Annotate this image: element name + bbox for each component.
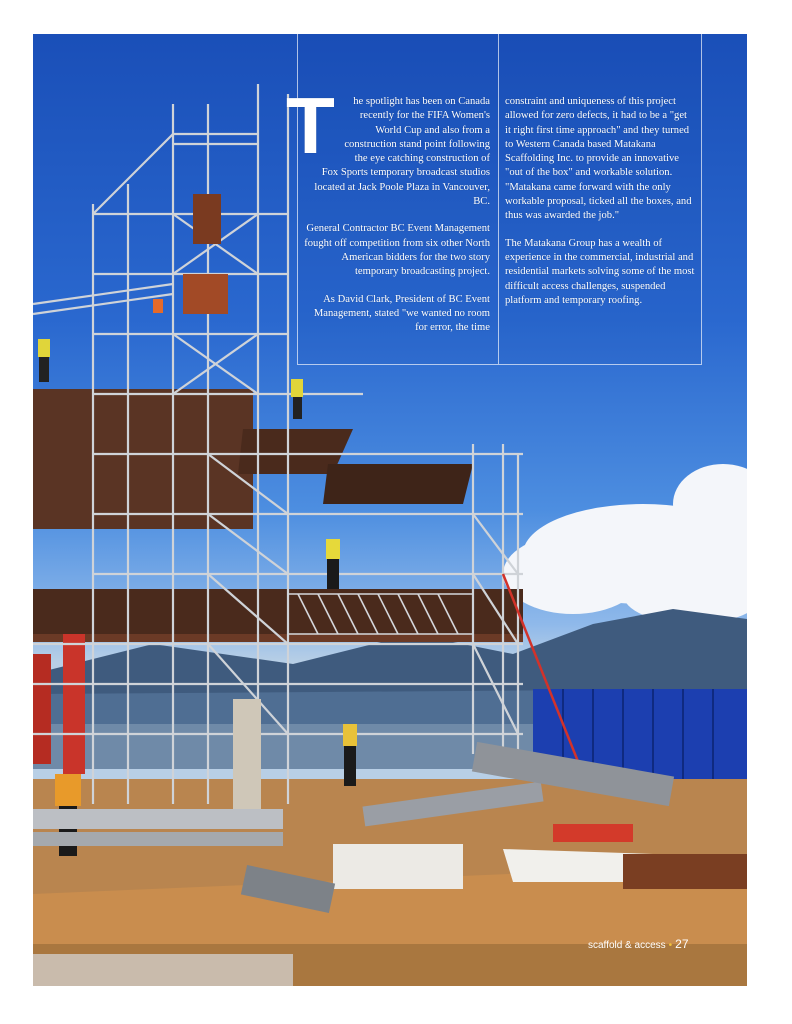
article-column-right xyxy=(505,95,695,321)
page-number: 27 xyxy=(675,937,689,951)
upper-deck xyxy=(33,389,253,529)
lower-deck xyxy=(33,589,523,634)
intro-paragraph-text: he spotlight has been on Canada recently for the FIFA Women's World Cup and also from a construction stand point following the eye catching construction of Fox Sports temporary broadcast studios located at Jack Poole Plaza in Vancouver, BC. xyxy=(314,96,490,208)
quote-paragraph-continued: constraint and uniqueness of this project allowed for zero defects, it had to be a "get it right first time approach" and they turned to Western Canada based Matakana Scaffolding Inc. to provide an innovative "out of the box" and workable solution. "Matakana came forward with the only workable proposal, ticked all the boxes, and thus was awarded the job." xyxy=(505,96,692,222)
footer-separator: • xyxy=(668,940,673,951)
column-divider xyxy=(498,34,499,364)
workers xyxy=(38,299,357,856)
contractor-paragraph: General Contractor BC Event Management fought off competition from six other North American bidders for the two story temporary broadcasting project. xyxy=(304,223,490,278)
matakana-group-paragraph: The Matakana Group has a wealth of experience in the commercial, industrial and residential markets solving some of the most difficult access challenges, suspended platform and temporary roofing. xyxy=(505,237,695,306)
quote-paragraph-start: As David Clark, President of BC Event Management, stated "we wanted no room for error, the time xyxy=(313,293,490,334)
publication-name: scaffold & access xyxy=(588,940,666,951)
intro-paragraph xyxy=(286,81,490,209)
article-column-left xyxy=(286,81,490,348)
clouds xyxy=(503,464,747,624)
drop-cap: T xyxy=(286,81,335,170)
page-footer xyxy=(588,937,689,951)
